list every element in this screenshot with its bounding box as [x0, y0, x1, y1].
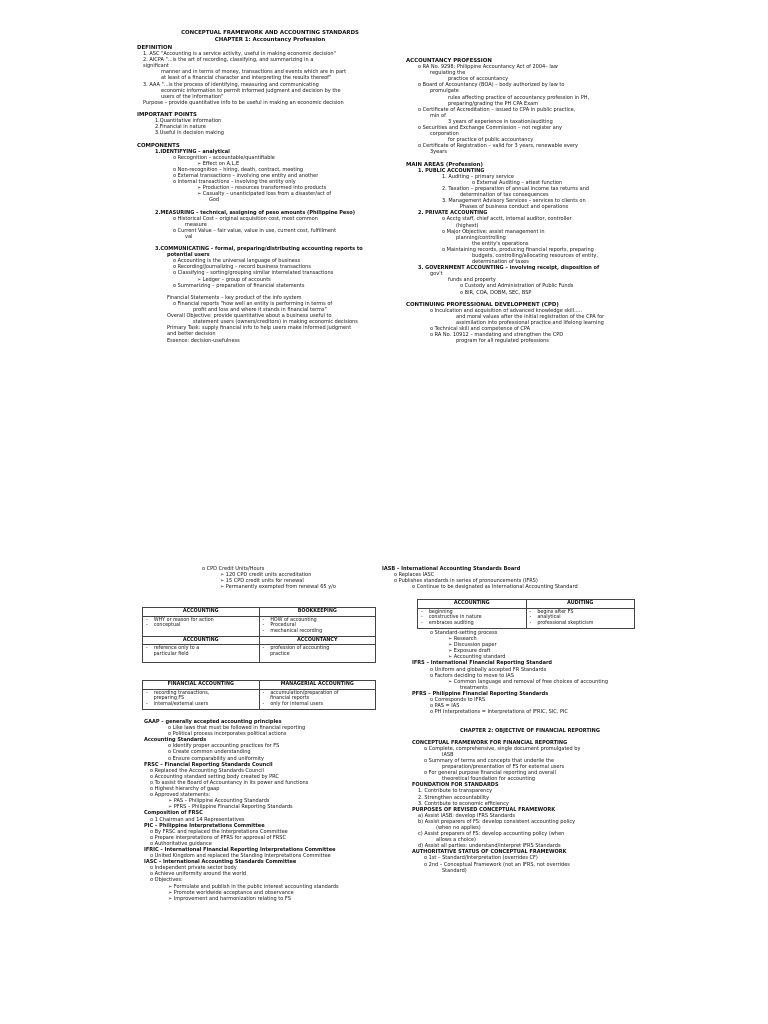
chapter-1-heading: CHAPTER 1: Accountancy Profession — [214, 37, 326, 43]
text-line: (when no applies) — [436, 825, 481, 831]
text-line: significant — [143, 63, 169, 70]
text-line: PIC – Philippine Interpretations Committee — [144, 822, 265, 829]
text-line: 3. Contribute to economic efficiency — [418, 800, 509, 807]
section-heading: DEFINITION — [137, 45, 173, 51]
text-line: c) Assist preparers of FS: develop accounting policy (when — [418, 831, 565, 838]
text-line: o Acctg staff, chief acctt, internal auditor, controller — [442, 216, 572, 223]
text-line: 1. ASC "Accounting is a service activity, useful in making economic decision" — [143, 51, 336, 58]
table-header: ACCOUNTING — [143, 608, 260, 617]
text-line: o External Auditing – attest function — [472, 179, 563, 186]
text-line: ➢ Permanently exempted from renewal 65 y/o — [220, 584, 336, 591]
page1-left-column — [137, 45, 399, 344]
text-line: o Accounting is the universal language of business — [173, 258, 301, 265]
text-line: 2. Strengthen accountability — [418, 794, 490, 801]
text-line: gov't — [430, 271, 443, 278]
text-line: 3.Useful in decision making — [155, 130, 224, 137]
text-line: o To assist the Board of Accountancy in its power and functions — [150, 779, 309, 786]
table-header: AUDITING — [526, 600, 635, 609]
text-line: 2.MEASURING – technical, assigning of peso amounts (Philippine Peso) — [155, 209, 356, 216]
text-line: o Board of Accountancy (BOA) – body authorized by law to — [418, 82, 565, 89]
iasb-section — [382, 566, 642, 590]
page-gap — [0, 410, 768, 556]
text-line: o PH Interpretations = Interpretations of IFRIC, SIC, PIC — [430, 709, 568, 716]
text-line: o Identify proper accounting practices for FS — [168, 743, 280, 750]
text-line: allows a choice) — [436, 837, 476, 844]
text-line: Phases of business conduct and operations — [460, 204, 569, 211]
text-line: ➢ 15 CPD credit units for renewal — [220, 578, 304, 585]
text-line: o Objectives: — [150, 877, 183, 884]
text-line: o External transactions – involving one entity and another — [173, 172, 319, 179]
text-line: ➢ Exposure draft — [448, 648, 491, 655]
table-cell: - recording transactions, preparing FS - internal/external users — [143, 689, 260, 709]
text-line: o Create common understanding — [168, 749, 251, 756]
text-line: 1. PUBLIC ACCOUNTING — [418, 167, 485, 174]
text-line: d) Assist all parties: understand/interpret IFRS Standards — [418, 843, 561, 850]
text-line: o Maintaining records, producing financial reports, preparing — [442, 246, 594, 253]
text-line: determination of taxes — [472, 259, 529, 266]
section-heading: COMPONENTS — [137, 142, 180, 149]
text-line: PFRS – Philippine Financial Reporting Standards — [412, 690, 549, 697]
text-line: o Recognition – accountable/quantifiable — [173, 154, 275, 161]
text-line: o United Kingdom and replaced the Standing Interpretations Committee — [150, 853, 331, 860]
text-line: o Classifying – sorting/grouping similar interrelated transactions — [173, 270, 334, 277]
text-line: 1. Contribute to transparency — [418, 788, 493, 795]
text-line: GAAP – generally accepted accounting principles — [144, 719, 282, 725]
text-line: AUTHORITATIVE STATUS OF CONCEPTUAL FRAMEWORK — [412, 849, 567, 856]
text-line: 3. AAA "...is the process of identifying, measuring and communicating — [143, 81, 319, 88]
section-heading: MAIN AREAS (Profession) — [406, 161, 483, 168]
text-line: 2. Taxation – preparation of annual income tax returns and — [442, 185, 590, 192]
text-line: ➢ Accounting standard — [448, 654, 506, 661]
text-line: CHAPTER 2: OBJECTIVE OF FINANCIAL REPORTING — [460, 727, 600, 734]
table-cell: - WHY or reason for action - conceptual — [143, 616, 260, 636]
table-cell: - reference only to a particular field — [143, 645, 260, 663]
text-line: o Historical Cost – original acquisition cost, most common — [173, 215, 318, 222]
text-line: Accounting Standards — [144, 737, 207, 744]
text-line: o Technical skill and competence of CPA — [430, 326, 531, 333]
text-line: o Custody and Administration of Public Funds — [460, 283, 574, 290]
text-line: CONCEPTUAL FRAMEWORK FOR FINANCIAL REPORTING — [412, 739, 568, 746]
text-line: 3. Management Advisory Services – services to clients on — [442, 198, 586, 205]
page2-left-column — [144, 719, 384, 902]
accounting-vs-auditing-table — [417, 599, 635, 629]
table-cell: - accumulation/preparation of financial reports - only for internal users — [259, 689, 376, 709]
text-line: ➢ Common language and removal of free choices of accounting — [448, 678, 609, 685]
text-line: funds and property — [448, 277, 496, 284]
text-line: o Certificate of Registration – valid for 3 years, renewable every — [418, 143, 578, 150]
text-line: o Publishes standards in series of pronouncements (IFRS) — [394, 578, 538, 585]
text-line: program for all regulated professions — [456, 338, 549, 345]
financial-vs-managerial-table — [142, 680, 376, 710]
text-line: o Summarizing – preparation of financial statements — [173, 282, 305, 289]
text-line: ➢ Production – resources transformed into products — [197, 185, 327, 192]
text-line: God — [209, 197, 220, 204]
text-line: preparing/grading the PH CPA Exam — [448, 100, 539, 107]
text-line: IASB – International Accounting Standards Board — [382, 566, 521, 572]
text-line: 3.COMMUNICATING – formal, preparing/distributing accounting reports to — [155, 246, 363, 253]
text-line: 2. PRIVATE ACCOUNTING — [418, 210, 488, 217]
text-line: o Internal transactions – involving the entity only — [173, 179, 296, 186]
text-line: 3years — [430, 149, 447, 156]
text-line: o Non-recognition – hiring, death, contract, meeting — [173, 166, 304, 173]
text-line: practice of accountancy — [448, 76, 509, 83]
text-line: o PAS = IAS — [430, 703, 460, 710]
text-line: o Like laws that must be followed in financial reporting — [168, 725, 306, 732]
table-header: MANAGERIAL ACCOUNTING — [259, 681, 376, 690]
table-header: BOOKKEEPING — [259, 608, 376, 617]
text-line: o Prepare interpretations of PFRS for approval of FRSC — [150, 834, 286, 841]
table-cell: - HOW of accounting - Procedural - mechanical recording — [259, 616, 376, 636]
text-line: 2.Financial in nature — [155, 124, 206, 131]
page2-right-column — [400, 630, 640, 874]
text-line: determination of tax consequences — [460, 192, 549, 199]
cpd-credit-units — [140, 566, 380, 590]
document-title: CONCEPTUAL FRAMEWORK AND ACCOUNTING STANDARDS — [181, 30, 359, 36]
text-line: FRSC – Financial Reporting Standards Council — [144, 761, 273, 768]
text-line: treatments — [460, 684, 488, 691]
text-line: ➢ 120 CPD credit units accreditation — [220, 572, 312, 579]
text-line: the entity's operations — [472, 240, 529, 247]
text-line: o 1st – Standard/Interpretation (overrides CF) — [424, 855, 538, 862]
section-heading: ACCOUNTANCY PROFESSION — [406, 58, 492, 64]
text-line: IASC – International Accounting Standards Committee — [144, 859, 297, 866]
text-line: ➢ Research — [448, 636, 477, 643]
text-line: 1.IDENTIFYING – analytical — [155, 148, 230, 155]
text-line: o Highest hierarchy of gaap — [150, 786, 220, 793]
text-line: ➢ PAS – Philippine Accounting Standards — [168, 798, 270, 805]
text-line: o Ensure comparability and uniformity — [168, 755, 264, 762]
text-line: and better decision — [167, 331, 216, 338]
text-line: statement users (owners/creditors) in making economic decisions — [193, 319, 358, 326]
text-line: o 1 Chairman and 14 Representatives — [150, 816, 245, 823]
text-line: Primary Task: supply financial info to help users make informed judgment — [167, 325, 352, 332]
text-line: o Replaces IASC — [394, 572, 435, 579]
text-line: o BIR, COA, DOBM, SEC, BSP — [460, 289, 532, 296]
text-line: o By FRSC and replaced the Interpretations Committee — [150, 828, 288, 835]
text-line: b) Assist preparers of FS: develop consistent accounting policy — [418, 818, 576, 825]
text-line: o RA No. 10912 – mandating and strengthen the CPD — [430, 332, 564, 339]
text-line: o Independent private sector body — [150, 865, 237, 872]
text-line: Standard) — [442, 867, 467, 874]
text-line: for practice of public accountancy — [448, 137, 534, 144]
text-line: preparation/presentation of FS for external users — [442, 764, 565, 771]
text-line: o Approved statements: — [150, 792, 211, 799]
text-line: regulating the — [430, 70, 466, 77]
document-page-2 — [0, 556, 768, 1024]
text-line: Composition of FRSC — [144, 810, 203, 817]
text-line: ➢ Ledger – group of accounts — [197, 276, 271, 283]
text-line: IFRIC – International Financial Reporting Interpretations Committee — [144, 846, 336, 853]
text-line: profit and loss and where it stands in financial terms" — [193, 307, 327, 314]
text-line: o 2nd – Conceptual Framework (not an IFRS, not overrides — [424, 861, 570, 868]
text-line: min of — [430, 112, 446, 119]
accounting-vs-bookkeeping-table — [142, 607, 376, 663]
text-line: Purpose – provide quantitative info to be useful in making an economic decision — [143, 99, 344, 106]
text-line: o Inculcation and acquisition of advanced knowledge skill..... — [430, 307, 583, 314]
page1-right-column — [406, 58, 638, 344]
text-line: IFRS – International Financial Reporting Standard — [412, 660, 552, 667]
table-cell: - profession of accounting practice — [259, 645, 376, 663]
text-line: o Political process incorporates political actions — [168, 731, 287, 738]
text-line: o Uniform and globally accepted FR Standards — [430, 666, 547, 673]
text-line: o Financial reports "how well an entity is performing in terms of — [173, 300, 333, 307]
text-line: o Major Objective: assist management in — [442, 228, 545, 235]
text-line: measure — [185, 221, 207, 228]
text-line: o Corresponds to IFRS — [430, 697, 486, 704]
text-line: a) Assist IASB: develop IFRS Standards — [418, 812, 515, 819]
text-line: ➢ Promote worldwide acceptance and observance — [168, 889, 294, 896]
text-line: o Standard-setting process — [430, 630, 498, 636]
text-line: 3. GOVERNMENT ACCOUNTING – involving receipt, disposition of — [418, 265, 600, 272]
table-header: ACCOUNTING — [418, 600, 527, 609]
text-line: o Recording/Journalizing – record business transactions — [173, 264, 311, 271]
text-line: assimilation into professional practice and lifelong learning — [456, 320, 604, 327]
text-line: ➢ Formulate and publish in the public interest accounting standards — [168, 883, 339, 890]
text-line: corporation — [430, 131, 459, 138]
text-line: 1. Auditing – primary service — [442, 173, 514, 180]
text-line: o Securities and Exchange Commission – not register any — [418, 125, 562, 132]
table-cell: - beginning - constructive in nature - embraces auditing — [418, 608, 527, 628]
text-line: manner and in terms of money, transactions and events which are in part — [161, 69, 347, 76]
text-line: users of the information" — [161, 93, 224, 100]
text-line: ➢ Casualty – unanticipated loss from a disaster/act of — [197, 191, 332, 198]
text-line: 1.Quantitative information — [155, 118, 222, 125]
text-line: 2. AICPA "...is the art of recording, classifying, and summarizing in a — [143, 57, 314, 64]
text-line: at least of a financial character and interpreting the results thereof" — [161, 75, 332, 82]
text-line: planning/controlling — [456, 234, 506, 241]
text-line: o Summary of terms and concepts that underlie the — [424, 757, 555, 764]
text-line: o Replaced the Accounting Standards Council — [150, 767, 264, 774]
table-header: ACCOUNTANCY — [259, 636, 376, 645]
text-line: rules affecting practice of accountancy profession in PH, — [448, 94, 590, 101]
text-line: potential users — [167, 252, 210, 259]
text-line: o Complete, comprehensive, single document promulgated by — [424, 745, 581, 752]
text-line: 3 years of experience in taxation/auditing — [448, 118, 553, 125]
section-heading: CONTINUING PROFESSIONAL DEVELOPMENT (CPD) — [406, 301, 559, 308]
text-line: o RA No. 9298: Philippine Accountancy Act of 2004– law — [418, 64, 558, 71]
document-page-1 — [0, 0, 768, 410]
text-line: o Accounting standard setting body created by PRC — [150, 773, 279, 780]
text-line: IASB — [442, 751, 454, 758]
text-line: o Current Value – fair value, value in use, current cost, fulfillment — [173, 227, 337, 234]
text-line: ➢ Discussion paper — [448, 642, 497, 649]
text-line: o Factors deciding to move to IAS — [430, 672, 514, 679]
table-header: ACCOUNTING — [143, 636, 260, 645]
text-line: o For general purpose financial reporting and overall — [424, 770, 556, 777]
text-line: o Authoritative guidance — [150, 840, 212, 847]
text-line: PURPOSES OF REVISED CONCEPTUAL FRAMEWORK — [412, 806, 556, 813]
text-line: and moral values after the initial registration of the CPA for — [456, 313, 605, 320]
text-line: o Achieve uniformity around the world — [150, 871, 247, 878]
text-line: o Continue to be designated as International Accounting Standard — [412, 584, 578, 591]
text-line: theoretical foundation for accounting — [442, 776, 536, 783]
section-heading: IMPORTANT POINTS — [137, 112, 197, 119]
text-line: val — [185, 233, 193, 240]
text-line: ➢ Improvement and harmonization relating to FS — [168, 895, 291, 902]
text-line: economic information to permit informed judgment and decision by the — [161, 87, 341, 94]
text-line: promulgate — [430, 88, 459, 95]
text-line: Essence: decision-usefulness — [167, 337, 240, 344]
text-line: o CPD Credit Units/Hours — [202, 566, 265, 572]
table-header: FINANCIAL ACCOUNTING — [143, 681, 260, 690]
text-line: budgets, controlling/allocating resources of entity, — [472, 253, 598, 259]
text-line: ➢ Effect on A,L,E — [197, 160, 240, 167]
table-cell: - begins after FS - analytical - professional skepticism — [526, 608, 635, 628]
text-line: o Certificate of Accreditation – issued to CPA in public practice, — [418, 106, 576, 113]
text-line: Overall Objective: provide quantitative about a business useful to — [167, 313, 332, 320]
text-line: (highest) — [456, 222, 479, 229]
text-line: FOUNDATION FOR STANDARDS — [412, 782, 499, 789]
text-line: ➢ PFRS – Philippine Financial Reporting Standards — [168, 804, 293, 811]
text-line: Financial Statements – key product of the info system — [167, 294, 302, 301]
